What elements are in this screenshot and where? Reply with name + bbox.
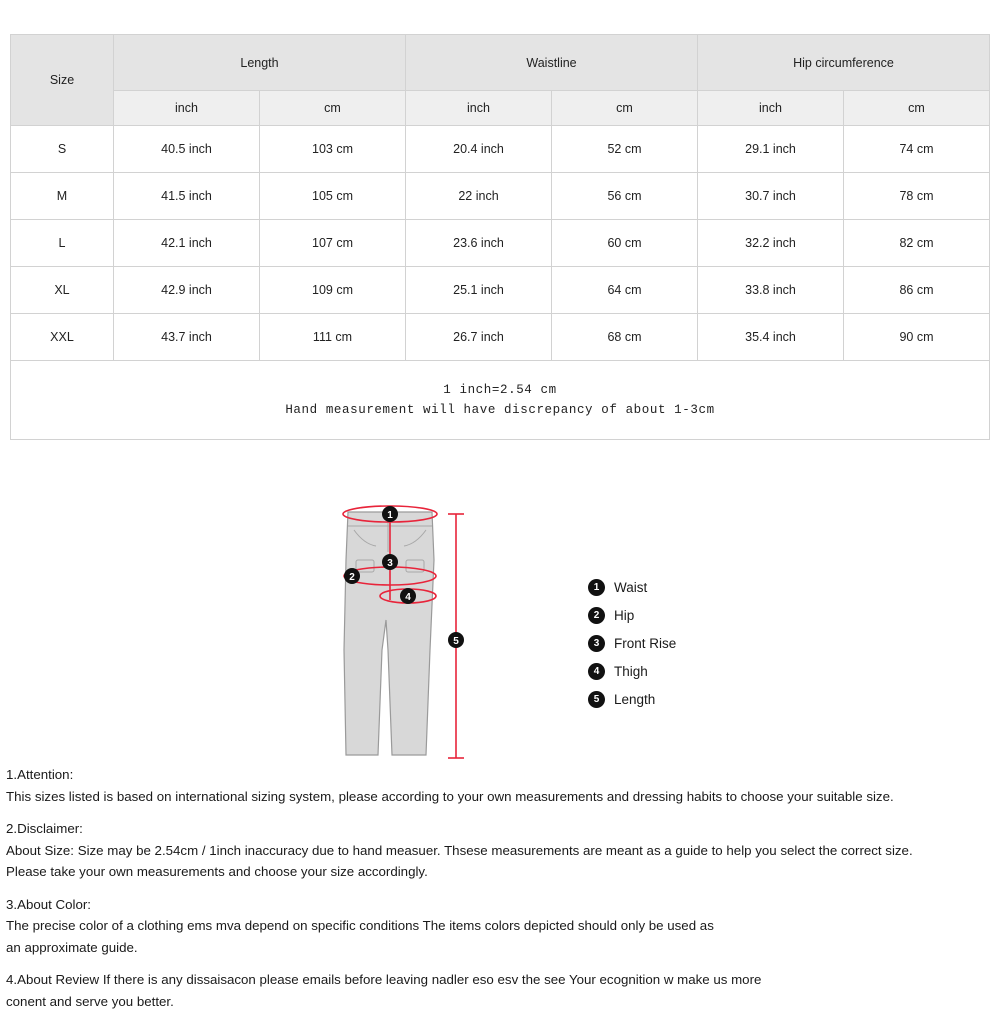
unit-length-inch: inch	[114, 91, 260, 126]
cell-length-cm: 111 cm	[260, 314, 406, 361]
table-row	[11, 126, 990, 173]
legend-label-waist: Waist	[614, 580, 647, 595]
cell-length-inch: 41.5 inch	[114, 173, 260, 220]
table-row	[11, 267, 990, 314]
cell-waist-cm: 64 cm	[552, 267, 698, 314]
cell-length-inch: 40.5 inch	[114, 126, 260, 173]
cell-length-cm: 105 cm	[260, 173, 406, 220]
legend-item-hip	[588, 606, 788, 624]
legend-item-front-rise	[588, 634, 788, 652]
note-disclaimer-title: 2.Disclaimer:	[6, 818, 996, 840]
cell-length-cm: 109 cm	[260, 267, 406, 314]
legend-label-hip: Hip	[614, 608, 634, 623]
row-size-label: M	[11, 173, 114, 220]
cell-waist-cm: 60 cm	[552, 220, 698, 267]
note-attention-body: This sizes listed is based on international sizing system, please according to your own measurements and dressing habits to choose your suitable size.	[6, 786, 996, 808]
cell-hip-cm: 74 cm	[844, 126, 990, 173]
legend-bullet-2-icon: 2	[588, 607, 605, 624]
table-row	[11, 173, 990, 220]
cell-waist-cm: 52 cm	[552, 126, 698, 173]
table-unit-header-row	[11, 91, 990, 126]
table-row	[11, 220, 990, 267]
diagram-marker-3	[382, 554, 398, 570]
cell-hip-inch: 29.1 inch	[698, 126, 844, 173]
cell-waist-cm: 68 cm	[552, 314, 698, 361]
unit-waist-cm: cm	[552, 91, 698, 126]
svg-text:1: 1	[387, 510, 393, 521]
unit-length-cm: cm	[260, 91, 406, 126]
bottom-notes	[6, 764, 996, 1012]
header-size: Size	[11, 35, 114, 126]
diagram-marker-2	[344, 568, 360, 584]
cell-waist-inch: 26.7 inch	[406, 314, 552, 361]
cell-length-inch: 42.9 inch	[114, 267, 260, 314]
cell-hip-inch: 35.4 inch	[698, 314, 844, 361]
footnote-conversion: 1 inch=2.54 cm	[12, 380, 988, 400]
note-disclaimer-body-1: About Size: Size may be 2.54cm / 1inch inaccuracy due to hand measuer. Thsese measurements are meant as a guide to help you select the correct size.	[6, 840, 996, 862]
note-review-body-1: 4.About Review If there is any dissaisacon please emails before leaving nadler eso esv the see Your ecognition w make us more	[6, 969, 996, 991]
legend-item-waist	[588, 578, 788, 596]
cell-length-inch: 43.7 inch	[114, 314, 260, 361]
size-chart-table	[10, 34, 990, 440]
cell-waist-inch: 25.1 inch	[406, 267, 552, 314]
svg-text:2: 2	[349, 572, 355, 583]
cell-waist-inch: 23.6 inch	[406, 220, 552, 267]
header-hip-circumference: Hip circumference	[698, 35, 990, 91]
svg-text:4: 4	[405, 592, 411, 603]
size-chart-table-wrapper	[10, 34, 990, 440]
legend-item-thigh	[588, 662, 788, 680]
row-size-label: S	[11, 126, 114, 173]
cell-waist-cm: 56 cm	[552, 173, 698, 220]
cell-hip-cm: 82 cm	[844, 220, 990, 267]
header-waistline: Waistline	[406, 35, 698, 91]
pants-measurement-diagram	[330, 500, 490, 770]
legend-bullet-5-icon: 5	[588, 691, 605, 708]
diagram-marker-5	[448, 632, 464, 648]
header-length: Length	[114, 35, 406, 91]
legend-bullet-3-icon: 3	[588, 635, 605, 652]
cell-length-cm: 103 cm	[260, 126, 406, 173]
legend-bullet-4-icon: 4	[588, 663, 605, 680]
note-attention-title: 1.Attention:	[6, 764, 996, 786]
cell-hip-cm: 78 cm	[844, 173, 990, 220]
legend-label-front-rise: Front Rise	[614, 636, 676, 651]
unit-hip-cm: cm	[844, 91, 990, 126]
cell-waist-inch: 22 inch	[406, 173, 552, 220]
cell-hip-inch: 32.2 inch	[698, 220, 844, 267]
unit-waist-inch: inch	[406, 91, 552, 126]
note-review-body-2: conent and serve you better.	[6, 991, 996, 1012]
legend-label-length: Length	[614, 692, 655, 707]
pants-diagram-svg	[330, 500, 490, 770]
cell-hip-cm: 86 cm	[844, 267, 990, 314]
table-footnote-row	[11, 361, 990, 440]
unit-hip-inch: inch	[698, 91, 844, 126]
diagram-marker-4	[400, 588, 416, 604]
diagram-marker-1	[382, 506, 398, 522]
row-size-label: L	[11, 220, 114, 267]
legend-bullet-1-icon: 1	[588, 579, 605, 596]
table-group-header-row	[11, 35, 990, 91]
row-size-label: XXL	[11, 314, 114, 361]
note-color-body-1: The precise color of a clothing ems mva depend on specific conditions The items colors depicted should only be used as	[6, 915, 996, 937]
note-color-title: 3.About Color:	[6, 894, 996, 916]
table-row	[11, 314, 990, 361]
cell-hip-inch: 30.7 inch	[698, 173, 844, 220]
pants-outline	[344, 512, 434, 755]
legend-item-length	[588, 690, 788, 708]
svg-text:3: 3	[387, 558, 393, 569]
note-color-body-2: an approximate guide.	[6, 937, 996, 959]
cell-length-inch: 42.1 inch	[114, 220, 260, 267]
table-footnote-cell	[11, 361, 990, 440]
row-size-label: XL	[11, 267, 114, 314]
note-disclaimer-body-2: Please take your own measurements and choose your size accordingly.	[6, 861, 996, 883]
legend-label-thigh: Thigh	[614, 664, 648, 679]
cell-hip-inch: 33.8 inch	[698, 267, 844, 314]
measurement-legend	[588, 578, 788, 718]
svg-text:5: 5	[453, 636, 459, 647]
footnote-discrepancy: Hand measurement will have discrepancy of about 1-3cm	[12, 400, 988, 420]
cell-length-cm: 107 cm	[260, 220, 406, 267]
cell-waist-inch: 20.4 inch	[406, 126, 552, 173]
cell-hip-cm: 90 cm	[844, 314, 990, 361]
